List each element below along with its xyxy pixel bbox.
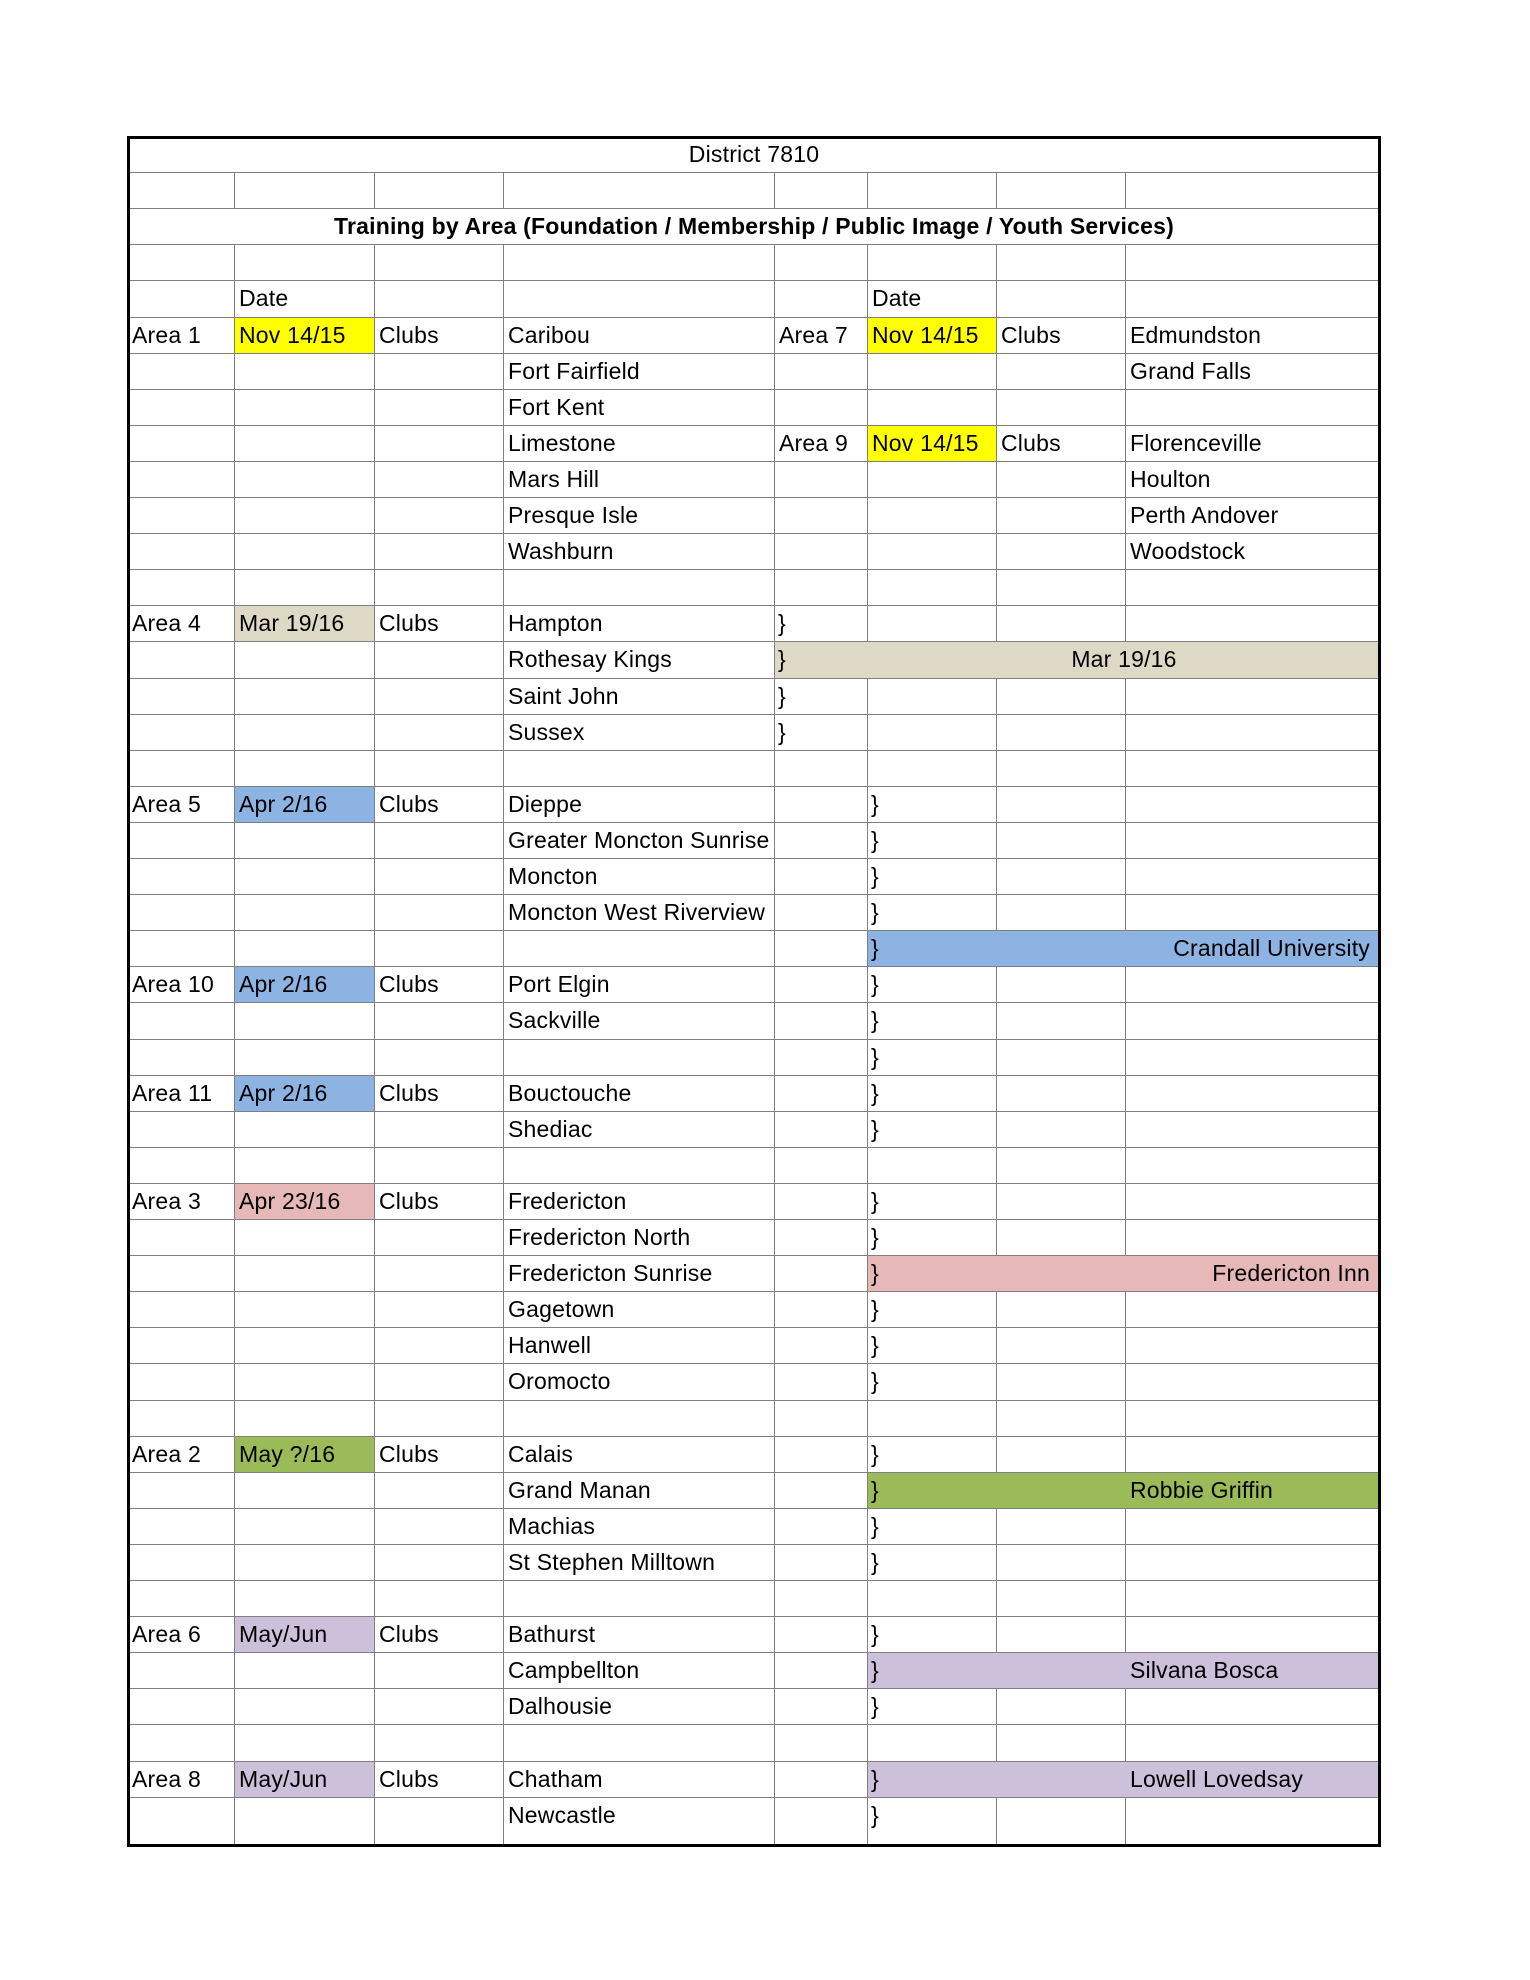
gridline: [127, 750, 1381, 751]
gridline: [996, 1797, 997, 1847]
session-label: Fredericton Inn: [1212, 1260, 1370, 1286]
club-name: Moncton West Riverview: [508, 899, 766, 925]
clubs-label: Clubs: [379, 1441, 439, 1467]
club-name: Sackville: [508, 1007, 601, 1033]
area-name: Area 8: [132, 1766, 201, 1792]
club-name: Sussex: [508, 719, 585, 745]
area-name: Area 11: [132, 1080, 213, 1106]
brace-mark: }: [778, 719, 786, 745]
area-date: Nov 14/15: [239, 322, 346, 348]
brace-mark: }: [871, 1802, 879, 1828]
area-date: Apr 2/16: [239, 1080, 328, 1106]
club-name: Calais: [508, 1441, 574, 1467]
club-name: Florenceville: [1130, 430, 1262, 456]
area-date: Apr 23/16: [239, 1188, 341, 1214]
gridline: [774, 172, 775, 208]
gridline: [127, 1039, 1381, 1040]
area-date: May/Jun: [239, 1766, 328, 1792]
club-name: Bouctouche: [508, 1080, 632, 1106]
gridline: [996, 1291, 997, 1472]
gridline: [1125, 172, 1126, 208]
brace-mark: }: [871, 1080, 879, 1106]
gridline: [127, 1508, 1381, 1509]
gridline: [127, 1400, 1381, 1401]
gridline: [127, 389, 1381, 390]
club-name: Hampton: [508, 610, 603, 636]
club-name: Fredericton Sunrise: [508, 1260, 713, 1286]
area-date: Nov 14/15: [872, 430, 979, 456]
gridline: [127, 1363, 1381, 1364]
gridline: [1125, 244, 1126, 641]
area-date: May ?/16: [239, 1441, 336, 1467]
gridline: [127, 1002, 1381, 1003]
brace-mark: }: [871, 827, 879, 853]
gridline: [127, 1147, 1381, 1148]
session-band: [867, 1761, 1381, 1797]
brace-mark: }: [871, 1657, 879, 1683]
club-name: Grand Manan: [508, 1477, 651, 1503]
brace-mark: }: [871, 1332, 879, 1358]
date-header: Date: [239, 285, 289, 311]
gridline: [127, 1797, 1381, 1798]
brace-mark: }: [871, 1224, 879, 1250]
brace-mark: }: [871, 971, 879, 997]
brace-mark: }: [871, 1549, 879, 1575]
area-date: May/Jun: [239, 1621, 328, 1647]
area-name: Area 5: [132, 791, 201, 817]
club-name: Oromocto: [508, 1368, 611, 1394]
gridline: [374, 244, 375, 1847]
club-name: Edmundston: [1130, 322, 1262, 348]
brace-mark: }: [871, 1693, 879, 1719]
area-date: Apr 2/16: [239, 791, 328, 817]
club-name: Moncton: [508, 863, 598, 889]
brace-mark: }: [871, 863, 879, 889]
club-name: Saint John: [508, 683, 619, 709]
area-name: Area 3: [132, 1188, 201, 1214]
brace-mark: }: [871, 1513, 879, 1539]
area-name: Area 1: [132, 322, 201, 348]
session-label: Silvana Bosca: [1130, 1657, 1279, 1683]
gridline: [996, 244, 997, 641]
gridline: [1125, 1508, 1126, 1652]
club-name: Gagetown: [508, 1296, 615, 1322]
club-name: Hanwell: [508, 1332, 592, 1358]
club-name: Newcastle: [508, 1802, 616, 1828]
club-name: Campbellton: [508, 1657, 640, 1683]
clubs-label: Clubs: [379, 791, 439, 817]
clubs-label: Clubs: [1001, 430, 1061, 456]
clubs-label: Clubs: [379, 1621, 439, 1647]
area-name: Area 9: [779, 430, 848, 456]
club-name: Rothesay Kings: [508, 646, 672, 672]
club-name: Chatham: [508, 1766, 603, 1792]
club-name: Port Elgin: [508, 971, 610, 997]
gridline: [127, 1580, 1381, 1581]
club-name: Presque Isle: [508, 502, 639, 528]
clubs-label: Clubs: [379, 1766, 439, 1792]
gridline: [996, 1688, 997, 1761]
gridline: [996, 966, 997, 1255]
gridline: [867, 172, 868, 208]
club-name: Dalhousie: [508, 1693, 613, 1719]
club-name: Fredericton: [508, 1188, 627, 1214]
brace-mark: }: [871, 1260, 879, 1286]
club-name: Bathurst: [508, 1621, 596, 1647]
district-title: District 7810: [688, 141, 820, 167]
gridline: [127, 714, 1381, 715]
gridline: [127, 678, 1381, 679]
gridline: [374, 172, 375, 208]
clubs-label: Clubs: [1001, 322, 1061, 348]
club-name: St Stephen Milltown: [508, 1549, 716, 1575]
area-name: Area 10: [132, 971, 214, 997]
club-name: Perth Andover: [1130, 502, 1279, 528]
club-name: Houlton: [1130, 466, 1211, 492]
brace-mark: }: [871, 1477, 879, 1503]
club-name: Grand Falls: [1130, 358, 1252, 384]
session-label: Mar 19/16: [1071, 646, 1177, 672]
brace-mark: }: [871, 1188, 879, 1214]
brace-mark: }: [871, 1441, 879, 1467]
gridline: [127, 244, 1381, 245]
gridline: [234, 172, 235, 208]
session-label: Crandall University: [1173, 935, 1370, 961]
gridline: [127, 1724, 1381, 1725]
gridline: [127, 1291, 1381, 1292]
club-name: Limestone: [508, 430, 616, 456]
gridline: [127, 569, 1381, 570]
area-date: Nov 14/15: [872, 322, 979, 348]
gridline: [127, 172, 1381, 173]
gridline: [1125, 1797, 1126, 1847]
brace-mark: }: [871, 1007, 879, 1033]
area-name: Area 7: [779, 322, 848, 348]
gridline: [996, 172, 997, 208]
club-name: Caribou: [508, 322, 590, 348]
brace-mark: }: [778, 610, 786, 636]
area-date: Mar 19/16: [239, 610, 345, 636]
club-name: Machias: [508, 1513, 596, 1539]
gridline: [127, 1544, 1381, 1545]
training-schedule-sheet: [127, 136, 1381, 1847]
brace-mark: }: [871, 791, 879, 817]
clubs-label: Clubs: [379, 322, 439, 348]
club-name: Woodstock: [1130, 538, 1246, 564]
gridline: [1125, 966, 1126, 1255]
area-name: Area 2: [132, 1441, 201, 1467]
club-name: Mars Hill: [508, 466, 600, 492]
gridline: [127, 1111, 1381, 1112]
area-name: Area 6: [132, 1621, 201, 1647]
gridline: [127, 280, 1381, 281]
club-name: Fort Fairfield: [508, 358, 640, 384]
gridline: [503, 172, 504, 208]
brace-mark: }: [871, 1296, 879, 1322]
gridline: [127, 1327, 1381, 1328]
date-header: Date: [872, 285, 922, 311]
page-heading: Training by Area (Foundation / Membership / Public Image / Youth Services): [334, 213, 1174, 239]
gridline: [234, 244, 235, 1847]
gridline: [127, 1219, 1381, 1220]
gridline: [996, 678, 997, 930]
brace-mark: }: [871, 1621, 879, 1647]
brace-mark: }: [871, 1766, 879, 1792]
brace-mark: }: [778, 646, 786, 672]
clubs-label: Clubs: [379, 1080, 439, 1106]
gridline: [996, 1508, 997, 1652]
gridline: [1125, 1291, 1126, 1472]
club-name: Greater Moncton Sunrise: [508, 827, 770, 853]
gridline: [127, 858, 1381, 859]
gridline: [127, 1688, 1381, 1689]
gridline: [1125, 1688, 1126, 1761]
clubs-label: Clubs: [379, 610, 439, 636]
gridline: [503, 244, 504, 1847]
gridline: [1125, 678, 1126, 930]
club-name: Shediac: [508, 1116, 593, 1142]
session-band: [867, 1652, 1381, 1688]
brace-mark: }: [871, 1044, 879, 1070]
session-band: [867, 1472, 1381, 1508]
brace-mark: }: [871, 899, 879, 925]
area-date: Apr 2/16: [239, 971, 328, 997]
clubs-label: Clubs: [379, 971, 439, 997]
club-name: Dieppe: [508, 791, 583, 817]
session-label: Lowell Lovedsay: [1130, 1766, 1304, 1792]
brace-mark: }: [871, 935, 879, 961]
session-label: Robbie Griffin: [1130, 1477, 1274, 1503]
area-name: Area 4: [132, 610, 201, 636]
club-name: Fort Kent: [508, 394, 605, 420]
gridline: [774, 244, 775, 1847]
brace-mark: }: [778, 683, 786, 709]
club-name: Fredericton North: [508, 1224, 691, 1250]
gridline: [867, 244, 868, 641]
clubs-label: Clubs: [379, 1188, 439, 1214]
brace-mark: }: [871, 1368, 879, 1394]
brace-mark: }: [871, 1116, 879, 1142]
club-name: Washburn: [508, 538, 614, 564]
